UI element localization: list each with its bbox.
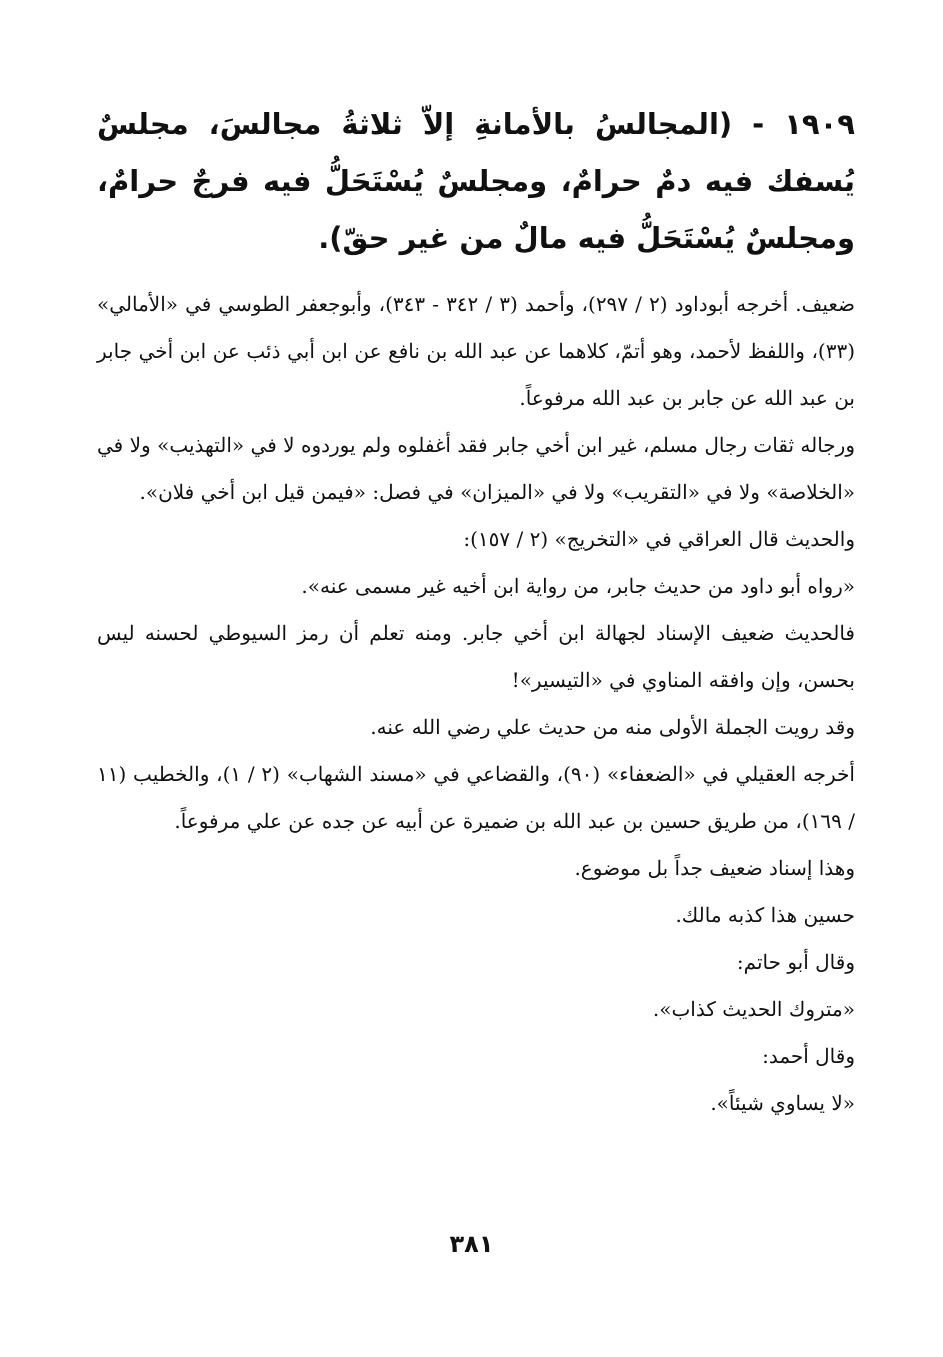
- hadith-heading: ١٩٠٩ - (المجالسُ بالأمانةِ إلاّ ثلاثةُ مجالسَ، مجلسٌ يُسفك فيه دمٌ حرامٌ، ومجلسٌ يُسْتَحَلُّ فيه فرجٌ حرامٌ، ومجلسٌ يُسْتَحَلُّ فيه مالٌ من غير حقّ).: [97, 107, 855, 255]
- paragraph-iraqi: والحديث قال العراقي في «التخريج» (٢ / ١٥٧):: [463, 527, 855, 551]
- paragraph-uqayli: أخرجه العقيلي في «الضعفاء» (٩٠)، والقضاعي في «مسند الشهاب» (٢ / ١)، والخطيب (١١ / ١٦٩)، من طريق حسين بن عبد الله بن ضميرة عن أبيه عن جده عن علي مرفوعاً.: [97, 762, 855, 833]
- paragraph-quote-ahmad: «لا يساوي شيئاً».: [710, 1091, 855, 1115]
- page-content: [97, 96, 855, 1127]
- page-number: ٣٨١: [449, 1230, 494, 1258]
- paragraph-takhrij: ضعيف. أخرجه أبوداود (٢ / ٢٩٧)، وأحمد (٣ / ٣٤٢ - ٣٤٣)، وأبوجعفر الطوسي في «الأمالي» (٣٣)، واللفظ لأحمد، وهو أتمّ، كلاهما عن عبد الله بن نافع عن ابن أبي ذئب عن ابن أخي جابر بن عبد الله عن جابر بن عبد الله مرفوعاً.: [97, 292, 855, 410]
- paragraph-isnad-grade: وهذا إسناد ضعيف جداً بل موضوع.: [574, 856, 855, 880]
- paragraph-ali-narration: وقد رويت الجملة الأولى منه من حديث علي رضي الله عنه.: [370, 715, 855, 739]
- paragraph-ahmad: وقال أحمد:: [762, 1044, 855, 1068]
- paragraph-abu-hatim: وقال أبو حاتم:: [736, 950, 855, 974]
- paragraph-narrators: ورجاله ثقات رجال مسلم، غير ابن أخي جابر فقد أغفلوه ولم يوردوه لا في «التهذيب» ولا في «الخلاصة» ولا في «التقريب» ولا في «الميزان» في فصل: «فيمن قيل ابن أخي فلان».: [97, 433, 855, 504]
- paragraph-quote-iraqi: «رواه أبو داود من حديث جابر، من رواية ابن أخيه غير مسمى عنه».: [301, 574, 855, 598]
- paragraph-husayn: حسين هذا كذبه مالك.: [675, 903, 855, 927]
- paragraph-conclusion: فالحديث ضعيف الإسناد لجهالة ابن أخي جابر. ومنه تعلم أن رمز السيوطي لحسنه ليس بحسن، وإن وافقه المناوي في «التيسير»!: [97, 621, 855, 692]
- paragraph-quote-abu-hatim: «متروك الحديث كذاب».: [652, 997, 855, 1021]
